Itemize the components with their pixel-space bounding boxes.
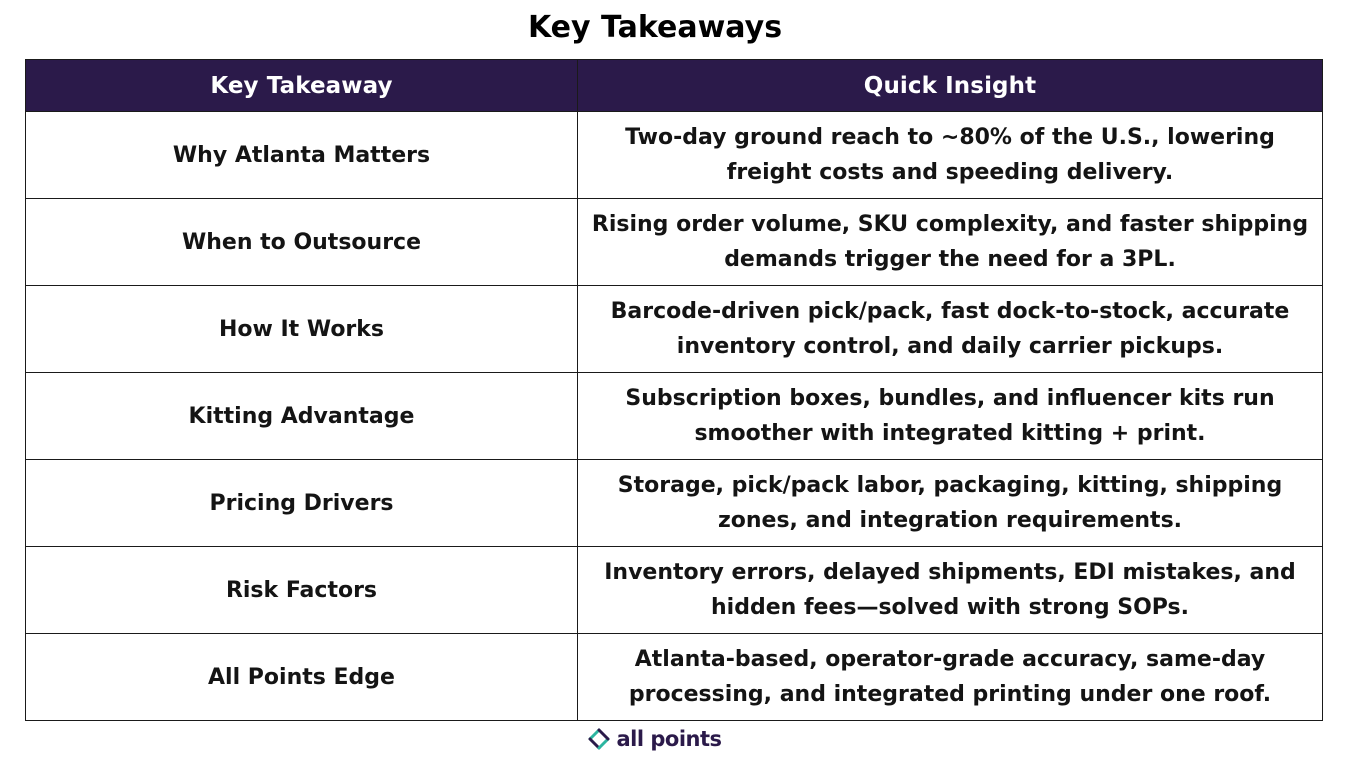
takeaway-cell: Pricing Drivers xyxy=(26,460,578,547)
takeaways-table xyxy=(25,59,1323,721)
takeaway-cell: Why Atlanta Matters xyxy=(26,112,578,199)
insight-cell: Atlanta-based, operator-grade accuracy, same-day processing, and integrated printing under one roof. xyxy=(578,634,1323,721)
insight-cell: Inventory errors, delayed shipments, EDI mistakes, and hidden fees—solved with strong SOPs. xyxy=(578,547,1323,634)
table-row xyxy=(26,199,1323,286)
table-body xyxy=(26,112,1323,721)
insight-cell: Barcode-driven pick/pack, fast dock-to-stock, accurate inventory control, and daily carrier pickups. xyxy=(578,286,1323,373)
table-row xyxy=(26,112,1323,199)
table-header xyxy=(26,60,1323,112)
table-row xyxy=(26,460,1323,547)
takeaway-cell: How It Works xyxy=(26,286,578,373)
table-row xyxy=(26,547,1323,634)
takeaway-cell: Risk Factors xyxy=(26,547,578,634)
table-row xyxy=(26,286,1323,373)
takeaway-cell: When to Outsource xyxy=(26,199,578,286)
insight-cell: Subscription boxes, bundles, and influencer kits run smoother with integrated kitting + print. xyxy=(578,373,1323,460)
column-header-quick-insight: Quick Insight xyxy=(578,60,1323,112)
column-header-key-takeaway: Key Takeaway xyxy=(26,60,578,112)
table-row xyxy=(26,373,1323,460)
table-header-row xyxy=(26,60,1323,112)
insight-cell: Two-day ground reach to ~80% of the U.S., lowering freight costs and speeding delivery. xyxy=(578,112,1323,199)
table-row xyxy=(26,634,1323,721)
insight-cell: Storage, pick/pack labor, packaging, kitting, shipping zones, and integration requirements. xyxy=(578,460,1323,547)
takeaway-cell: Kitting Advantage xyxy=(26,373,578,460)
all-points-logo-icon xyxy=(588,728,610,750)
brand-logo xyxy=(0,724,1310,754)
logo-wordmark: all points xyxy=(616,727,722,751)
takeaway-cell: All Points Edge xyxy=(26,634,578,721)
page-title: Key Takeaways xyxy=(527,10,783,45)
insight-cell: Rising order volume, SKU complexity, and faster shipping demands trigger the need for a 3PL. xyxy=(578,199,1323,286)
